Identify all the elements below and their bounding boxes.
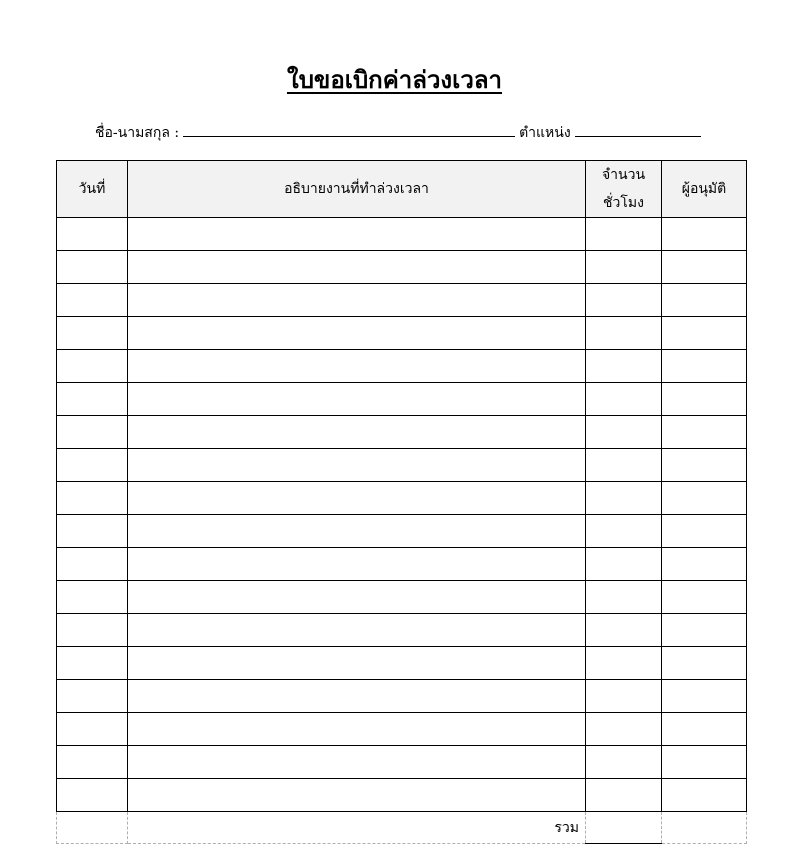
hours-cell[interactable]	[586, 746, 662, 779]
hours-cell[interactable]	[586, 284, 662, 317]
description-cell[interactable]	[128, 614, 586, 647]
approver-cell[interactable]	[662, 482, 747, 515]
header-hours: จำนวน ชั่วโมง	[586, 161, 662, 218]
approver-cell[interactable]	[662, 416, 747, 449]
date-cell[interactable]	[57, 680, 128, 713]
table-row	[57, 284, 747, 317]
total-empty-cell	[57, 812, 128, 844]
name-label: ชื่อ-นามสกุล :	[95, 125, 180, 141]
hours-cell[interactable]	[586, 713, 662, 746]
date-cell[interactable]	[57, 515, 128, 548]
table-row	[57, 482, 747, 515]
hours-cell[interactable]	[586, 581, 662, 614]
table-row	[57, 779, 747, 812]
date-cell[interactable]	[57, 350, 128, 383]
approver-cell[interactable]	[662, 317, 747, 350]
date-cell[interactable]	[57, 614, 128, 647]
date-cell[interactable]	[57, 449, 128, 482]
table-row	[57, 449, 747, 482]
table-row	[57, 218, 747, 251]
table-row	[57, 317, 747, 350]
description-cell[interactable]	[128, 713, 586, 746]
approver-cell[interactable]	[662, 713, 747, 746]
approver-cell[interactable]	[662, 548, 747, 581]
hours-cell[interactable]	[586, 218, 662, 251]
date-cell[interactable]	[57, 548, 128, 581]
hours-cell[interactable]	[586, 416, 662, 449]
description-cell[interactable]	[128, 680, 586, 713]
table-row	[57, 383, 747, 416]
description-cell[interactable]	[128, 383, 586, 416]
table-row	[57, 251, 747, 284]
hours-cell[interactable]	[586, 317, 662, 350]
form-title	[0, 60, 789, 99]
description-cell[interactable]	[128, 251, 586, 284]
description-cell[interactable]	[128, 779, 586, 812]
description-cell[interactable]	[128, 482, 586, 515]
total-approver-cell	[662, 812, 747, 844]
description-cell[interactable]	[128, 548, 586, 581]
description-cell[interactable]	[128, 647, 586, 680]
date-cell[interactable]	[57, 713, 128, 746]
approver-cell[interactable]	[662, 680, 747, 713]
date-cell[interactable]	[57, 647, 128, 680]
header-approver: ผู้อนุมัติ	[662, 161, 747, 218]
table-row	[57, 680, 747, 713]
description-cell[interactable]	[128, 449, 586, 482]
form-title-text: ใบขอเบิกค่าล่วงเวลา	[286, 65, 503, 94]
table-row	[57, 713, 747, 746]
table-row	[57, 350, 747, 383]
date-cell[interactable]	[57, 383, 128, 416]
hours-cell[interactable]	[586, 614, 662, 647]
table-row	[57, 746, 747, 779]
date-cell[interactable]	[57, 284, 128, 317]
hours-cell[interactable]	[586, 482, 662, 515]
hours-cell[interactable]	[586, 680, 662, 713]
total-label: รวม	[128, 812, 586, 844]
hours-cell[interactable]	[586, 647, 662, 680]
table-row	[57, 614, 747, 647]
hours-cell[interactable]	[586, 548, 662, 581]
approver-cell[interactable]	[662, 251, 747, 284]
name-field[interactable]	[183, 123, 515, 137]
approver-cell[interactable]	[662, 218, 747, 251]
approver-cell[interactable]	[662, 647, 747, 680]
approver-cell[interactable]	[662, 515, 747, 548]
date-cell[interactable]	[57, 218, 128, 251]
hours-cell[interactable]	[586, 449, 662, 482]
hours-cell[interactable]	[586, 251, 662, 284]
date-cell[interactable]	[57, 317, 128, 350]
header-date: วันที่	[57, 161, 128, 218]
table-body	[57, 218, 747, 812]
approver-cell[interactable]	[662, 284, 747, 317]
table-row	[57, 581, 747, 614]
approver-cell[interactable]	[662, 350, 747, 383]
position-field[interactable]	[575, 123, 701, 137]
approver-cell[interactable]	[662, 581, 747, 614]
description-cell[interactable]	[128, 317, 586, 350]
table-header-row	[57, 161, 747, 218]
table-row	[57, 647, 747, 680]
approver-cell[interactable]	[662, 746, 747, 779]
approver-cell[interactable]	[662, 614, 747, 647]
table-row	[57, 548, 747, 581]
description-cell[interactable]	[128, 515, 586, 548]
total-hours-cell[interactable]	[586, 812, 662, 844]
hours-cell[interactable]	[586, 515, 662, 548]
hours-cell[interactable]	[586, 350, 662, 383]
hours-cell[interactable]	[586, 383, 662, 416]
description-cell[interactable]	[128, 746, 586, 779]
approver-cell[interactable]	[662, 779, 747, 812]
hours-cell[interactable]	[586, 779, 662, 812]
date-cell[interactable]	[57, 779, 128, 812]
overtime-table	[56, 160, 747, 844]
approver-cell[interactable]	[662, 449, 747, 482]
description-cell[interactable]	[128, 284, 586, 317]
description-cell[interactable]	[128, 416, 586, 449]
total-row	[57, 812, 747, 844]
approver-cell[interactable]	[662, 383, 747, 416]
date-cell[interactable]	[57, 251, 128, 284]
header-description: อธิบายงานที่ทำล่วงเวลา	[128, 161, 586, 218]
employee-info-line	[95, 122, 701, 144]
description-cell[interactable]	[128, 350, 586, 383]
date-cell[interactable]	[57, 581, 128, 614]
date-cell[interactable]	[57, 746, 128, 779]
date-cell[interactable]	[57, 416, 128, 449]
description-cell[interactable]	[128, 581, 586, 614]
table-row	[57, 515, 747, 548]
description-cell[interactable]	[128, 218, 586, 251]
table-row	[57, 416, 747, 449]
date-cell[interactable]	[57, 482, 128, 515]
position-label: ตำแหน่ง	[519, 125, 571, 141]
